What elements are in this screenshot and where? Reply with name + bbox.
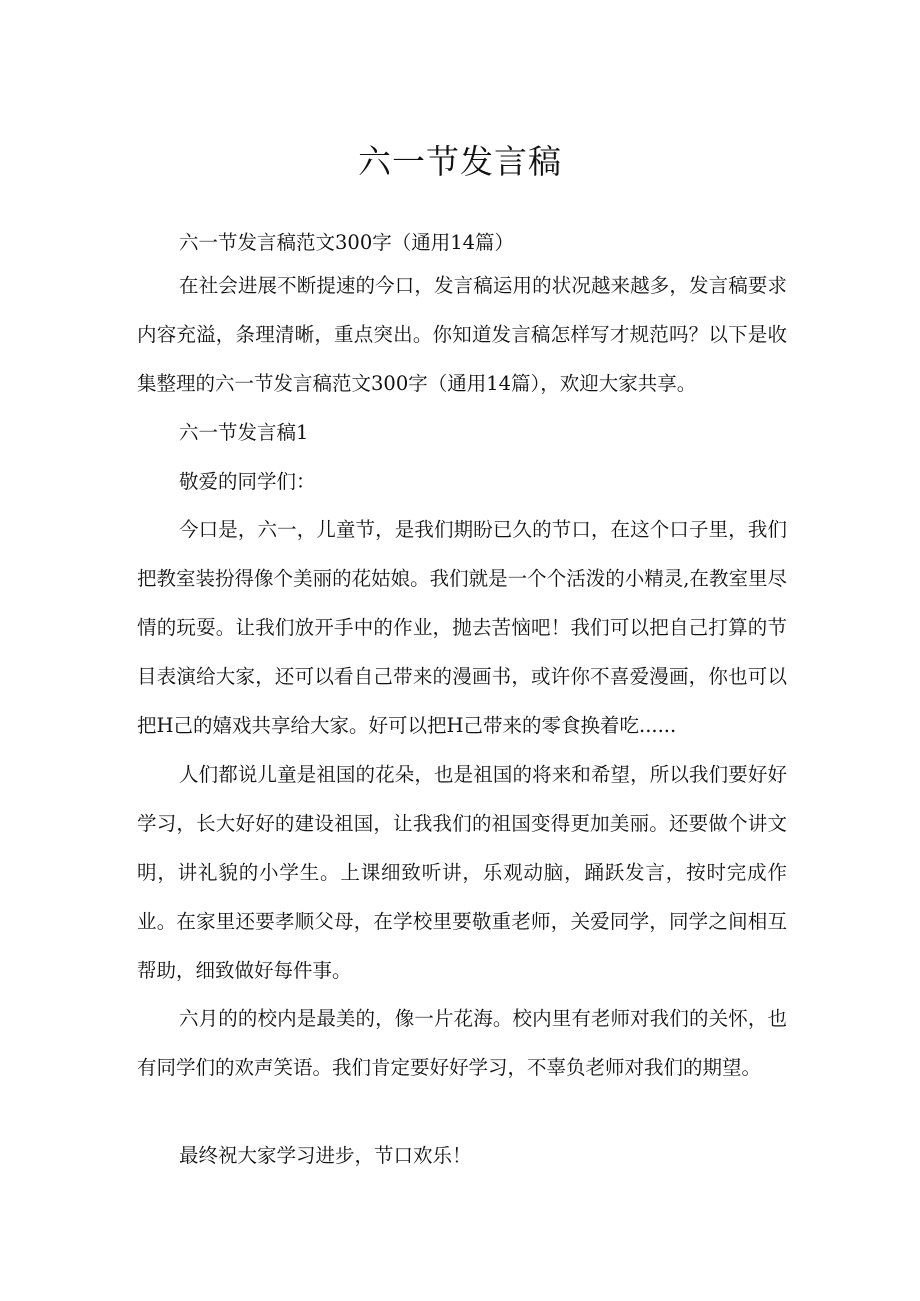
- closing-paragraph: 最终祝大家学习进步，节口欢乐！: [179, 1144, 472, 1167]
- intro-paragraph: 在社会进展不断提速的今口，发言稿运用的状况越来越多，发言稿要求内容充溢，条理清晰，重点突出。你知道发言稿怎样写才规范吗？以下是收集整理的六一节发言稿范文300字（通用14篇），欢迎大家共享。: [137, 274, 787, 395]
- section-heading: 六一节发言稿1: [179, 421, 309, 444]
- body-paragraph-3: 六月的的校内是最美的，像一片花海。校内里有老师对我们的关怀，也有同学们的欢声笑语。我们肯定要好好学习，不辜负老师对我们的期望。: [137, 1007, 787, 1079]
- body-paragraph-2: 人们都说儿童是祖国的花朵，也是祖国的将来和希望，所以我们要好好学习，长大好好的建设祖国，让我我们的祖国变得更加美丽。还要做个讲文明，讲礼貌的小学生。上课细致听讲，乐观动脑，踊跃发言，按时完成作业。在家里还要孝顺父母，在学校里要敬重老师，关爱同学，同学之间相互帮助，细致做好每件事。: [137, 763, 787, 982]
- greeting-paragraph: 敬爱的同学们：: [179, 470, 316, 493]
- document-title: 六一节发言稿: [358, 142, 562, 181]
- subtitle-paragraph: 六一节发言稿范文300字（通用14篇）: [179, 231, 515, 254]
- body-paragraph-1: 今口是，六一，儿童节，是我们期盼已久的节口，在这个口子里，我们把教室装扮得像个美丽的花姑娘。我们就是一个个活泼的小精灵,在教室里尽情的玩耍。让我们放开手中的作业，抛去苦恼吧！我们可以把自己打算的节目表演给大家，还可以看自己带来的漫画书，或许你不喜爱漫画，你也可以把H己的嬉戏共享给大家。好可以把H己带来的零食换着吃......: [137, 518, 787, 737]
